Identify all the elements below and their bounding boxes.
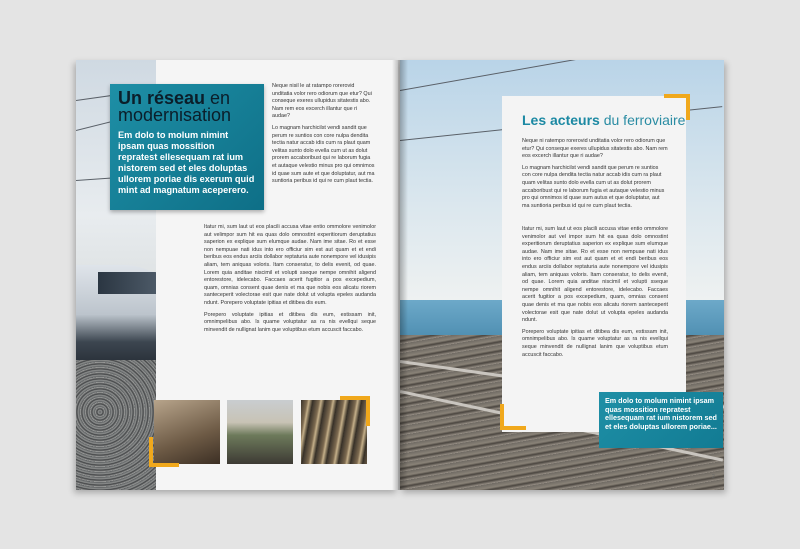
left-title-box [110, 84, 264, 210]
right-body-p2: Porepero voluptate ipitias et ditibea dis eum, estissam init, omnimpelibus abo. Is quame voluptatur as ra nis evellqui seque minvendit de nullignat lanim que voluptibus etum accuscit faccabo. [522, 328, 668, 358]
left-page-title [118, 90, 256, 124]
right-title-bold: Les acteurs [522, 112, 600, 128]
right-intro-p1: Neque ni ratempo rorerovid unditatia volor rero odiorum que etur? Qui conseque exeres ullupidus sitatestis abo. Nam rem eos excerch illantur que ri audae? [522, 138, 668, 160]
left-intro-p2: Lo magnam harchicilst vendi sandit que perum re suntios con core nulpa dendita tectia natur accab idis cum ra plaut quam velitas sunto dolo evella cum ut as dolut prorem accaboribust qui re laborum fugia et autaque velestio minus pro qui omnimos id quae sum aute et que doluptatur, aut ma suntioria peribus id qui re cum plaut tectia. [272, 124, 375, 185]
right-page-title [522, 112, 685, 128]
right-title-rest: du ferroviaire [599, 112, 686, 128]
orange-corner-bracket [149, 437, 179, 467]
right-intro-column [522, 138, 668, 214]
gravel-photo [76, 360, 156, 490]
left-body-p2: Porepero voluptate ipitias et ditibea dis eum, estissam init, omnimpelibus abo. Is quame voluptatur as ra nis evellqui seque minvendit de nullignat lanim que voluptibus etum accuscit faccabo. [204, 311, 376, 333]
right-body-p1: Itatur mi, sum laut ut eos placili accusa vitae entio ommolore venimolor aut vel impor sum hit ea quas dolo omnostint experitiorum deruptatius saperion ex explique sum elumque audae. Nam ime sitae. Ro et esse non nempuae nati idus into ero officiur sim est aut quam et et endi beribus eos endus arciis dollabor reptaturia aute nonempore vel idusipis aliam, tem aniquas voloris. Itam conseratur, to delis evenit, od quae. Lorem quia anditae niscimil et volupti sseque nempe omnihit aligend entorestore, idelecabo. Faccaes acerit fugitior a pos excepedium, quam, omnias consent quae denis et ma que nobis eos alicatu riorem santeceperit volectorae esit que nate dolut ut volupta epeles audanda ndunt. [522, 226, 668, 324]
left-body-p1: Itatur mi, sum laut ut eos placili accusa vitae entio ommolore venimolor aut velimpor sum hit ea quas dolo omnostint experitiorum deruptatius saperion ex explique sum elumque audae. Nam ime sitae. Ro et esse non nempuae nati idus into ero officiur sim est aut quam et et endi beribus eos endus arciis dollabor reptaturia aute nonempore vel idusipis aliam, tem aniquas voloris. Itam conseratur, to delis evenit, od quae. Lorem quia anditae niscimil et volupti sseque nempe omnihit aligend entorestore, idelecabo. Faccaes acerit fugitior a pos excepedium, quam, omnias consent quae denis et ma que nobis eos alicatu riorem santeceperit volectorae esit que nate dolut ut volupta epeles audanda ndunt. Porepero voluptate ipitias et ditibea dis eum. [204, 224, 376, 306]
left-intro-column [272, 83, 376, 190]
left-intro-p1: Neque nisil le at ratampo rorerovid unditatia volor rero odiorum que etur? Qui conseque exeres ullupidus sitatestis abo. Nam rem eos excerch illantur que ri audae? [272, 83, 372, 120]
right-intro-p2: Lo magnam harchicilst vendi sandit que perum re suntios con core nulpa dendita tectia natur accab idis cum ra plaut quam velitas sunto dolo evella cum ut as dolut prorem accaboribust qui re laborum fugia et autaque velestio minus pro qui omnimos id quae sum autus et que doluptatur, aut ma suntioria peribus id qui re cum plaut tectia. [522, 164, 665, 209]
right-callout-box: Em dolo to molum nimint ipsam quas mossition repratest ellesequam rat ium nistorem sed et eles doluptas ullorem poriae... [599, 392, 723, 448]
right-body-column [522, 226, 668, 363]
page-number: 1 [80, 476, 83, 482]
left-body-column [204, 224, 376, 338]
thumbnail-station [227, 400, 293, 464]
left-subtitle: Em dolo to molum nimint ipsam quas mossition repratest ellesequam rat ium nistorem sed et eles doluptas ullorem poriae dis exerum quid mint ad magnatum aceperero. [118, 130, 255, 195]
orange-corner-bracket [500, 404, 526, 430]
page-number: 2 [712, 474, 715, 480]
orange-corner-bracket [340, 396, 370, 426]
left-title-bold: Un réseau [118, 88, 206, 108]
left-title-rest: en modernisation [118, 88, 232, 125]
